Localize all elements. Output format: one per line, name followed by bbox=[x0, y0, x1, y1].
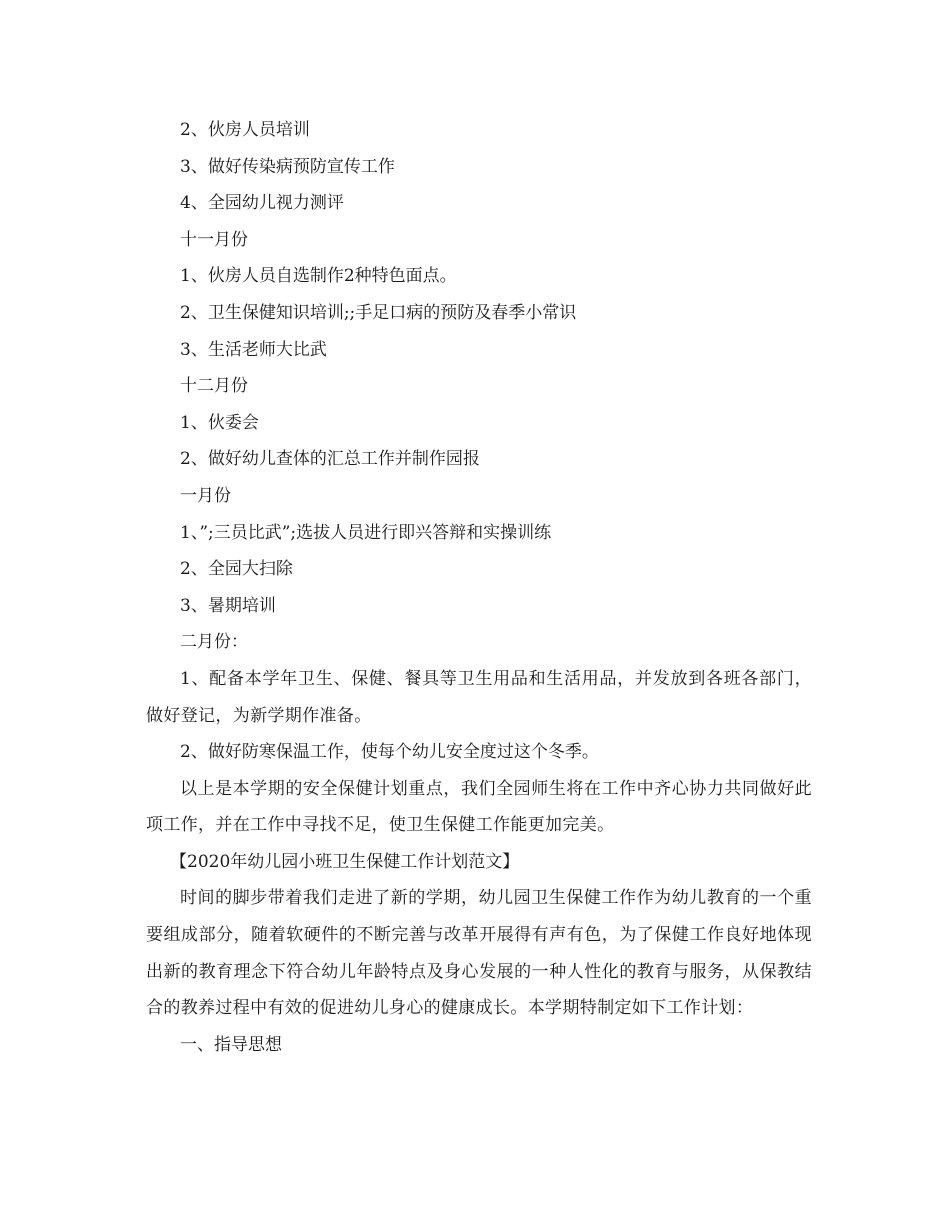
list-item: 2、卫生保健知识培训;;手足口病的预防及春季小常识 bbox=[180, 302, 577, 323]
list-item: 1、伙委会 bbox=[180, 412, 259, 433]
list-item: 1、伙房人员自选制作2种特色面点。 bbox=[180, 266, 457, 287]
month-heading: 十二月份 bbox=[180, 376, 248, 397]
list-item: 2、做好幼儿查体的汇总工作并制作园报 bbox=[180, 449, 480, 470]
section-title: 【2020年幼儿园小班卫生保健工作计划范文】 bbox=[170, 851, 520, 872]
list-item: 3、做好传染病预防宣传工作 bbox=[180, 156, 395, 177]
list-item: 2、全园大扫除 bbox=[180, 559, 293, 580]
document-body bbox=[146, 112, 812, 1063]
list-item: 3、生活老师大比武 bbox=[180, 339, 327, 360]
month-heading: 一月份 bbox=[180, 485, 231, 506]
month-heading: 二月份： bbox=[180, 632, 248, 653]
paragraph: 1、配备本学年卫生、保健、餐具等卫生用品和生活用品，并发放到各班各部门，做好登记，为新学期作准备。 bbox=[146, 668, 812, 726]
month-heading: 十一月份 bbox=[180, 229, 248, 250]
paragraph: 2、做好防寒保温工作，使每个幼儿安全度过这个冬季。 bbox=[180, 742, 599, 763]
list-item: 3、暑期培训 bbox=[180, 595, 276, 616]
list-item: 4、全园幼儿视力测评 bbox=[180, 193, 344, 214]
list-item: 2、伙房人员培训 bbox=[180, 120, 310, 140]
paragraph: 以上是本学期的安全保健计划重点，我们全园师生将在工作中齐心协力共同做好此项工作，并在工作中寻找不足，使卫生保健工作能更加完美。 bbox=[146, 778, 812, 836]
section-heading: 一、指导思想 bbox=[180, 1034, 282, 1055]
intro-paragraph: 时间的脚步带着我们走进了新的学期，幼儿园卫生保健工作作为幼儿教育的一个重要组成部分，随着软硬件的不断完善与改革开展得有声有色，为了保健工作良好地体现出新的教育理念下符合幼儿年龄特点及身心发展的一种人性化的教育与服务，从保教结合的教养过程中有效的促进幼儿身心的健康成长。本学期特制定如下工作计划： bbox=[146, 888, 812, 1019]
list-item: 1、”;三员比武”;选拔人员进行即兴答辩和实操训练 bbox=[180, 522, 552, 543]
